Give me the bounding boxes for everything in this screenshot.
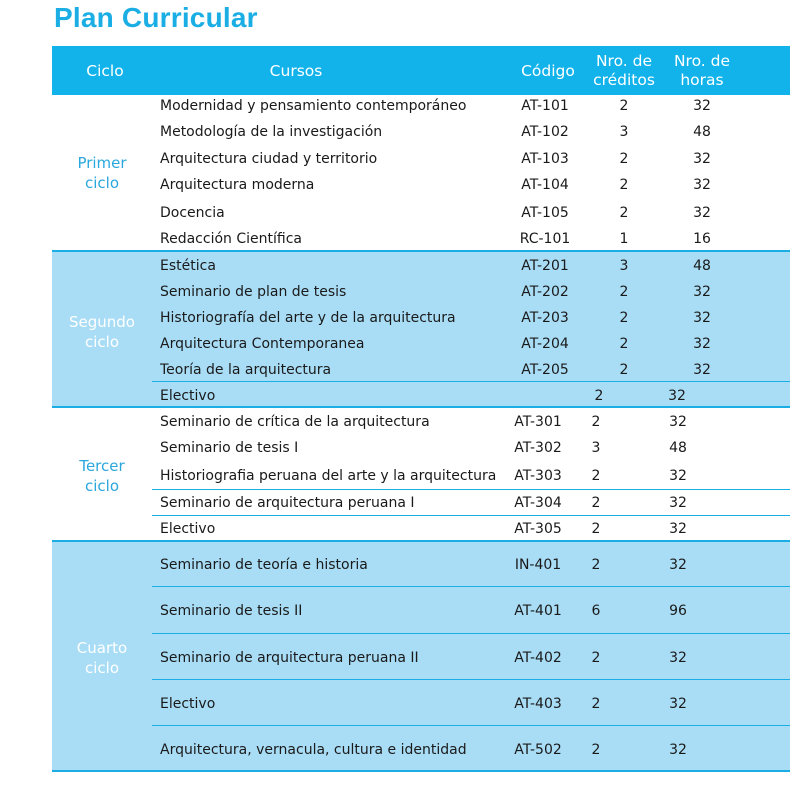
horas-cell: 32: [693, 310, 711, 326]
page-title: Plan Curricular: [54, 2, 258, 33]
horas-cell: 32: [693, 362, 711, 378]
horas-cell: 32: [669, 414, 687, 430]
codigo-cell: AT-303: [514, 468, 562, 484]
header-horas: [662, 52, 742, 90]
codigo-cell: AT-204: [521, 336, 569, 352]
creditos-cell: 2: [619, 336, 629, 352]
cycle-label-line2: ciclo: [84, 477, 119, 495]
section-divider: [52, 540, 790, 542]
creditos-cell: 2: [619, 98, 629, 114]
codigo-cell: AT-402: [514, 650, 562, 666]
codigo-cell: AT-105: [521, 205, 569, 221]
codigo-cell: AT-102: [521, 124, 569, 140]
horas-cell: 32: [669, 650, 687, 666]
curso-cell: Teoría de la arquitectura: [160, 362, 332, 378]
curso-cell: Metodología de la investigación: [160, 124, 383, 140]
horas-cell: 32: [693, 205, 711, 221]
creditos-cell: 1: [619, 231, 629, 247]
creditos-cell: 2: [591, 696, 601, 712]
codigo-cell: RC-101: [519, 231, 571, 247]
horas-cell: 32: [693, 177, 711, 193]
row-divider: [152, 586, 790, 587]
codigo-cell: AT-202: [521, 284, 569, 300]
header-horas-line1: Nro. de: [673, 52, 731, 70]
header-codigo: Código: [521, 62, 575, 80]
codigo-cell: AT-401: [514, 603, 562, 619]
table-bottom-rule: [52, 770, 790, 772]
horas-cell: 32: [693, 284, 711, 300]
creditos-cell: 2: [619, 205, 629, 221]
section-divider: [52, 406, 790, 408]
codigo-cell: AT-403: [514, 696, 562, 712]
cycle-label-line1: Tercer: [79, 457, 125, 475]
horas-cell: 96: [669, 603, 687, 619]
curso-cell: Electivo: [160, 388, 216, 404]
header-horas-line2: horas: [680, 71, 724, 89]
row-divider: [152, 381, 790, 382]
curso-cell: Estética: [160, 258, 216, 274]
curso-cell: Electivo: [160, 521, 216, 537]
horas-cell: 32: [693, 98, 711, 114]
curso-cell: Arquitectura ciudad y territorio: [160, 151, 378, 167]
row-divider: [152, 679, 790, 680]
creditos-cell: 2: [591, 650, 601, 666]
curso-cell: Arquitectura, vernacula, cultura e identidad: [160, 742, 467, 758]
cycle-label-tercer: [52, 456, 152, 496]
header-creditos-line2: créditos: [593, 71, 655, 89]
cycle-label-cuarto: [52, 638, 152, 678]
creditos-cell: 2: [591, 521, 601, 537]
cycle-label-line1: Primer: [77, 154, 127, 172]
cycle-label-line1: Segundo: [69, 313, 135, 331]
cycle-label-line2: ciclo: [84, 333, 119, 351]
horas-cell: 48: [669, 440, 687, 456]
creditos-cell: 3: [619, 124, 629, 140]
curso-cell: Seminario de crítica de la arquitectura: [160, 414, 430, 430]
curso-cell: Arquitectura moderna: [160, 177, 315, 193]
creditos-cell: 2: [619, 362, 629, 378]
cycle-label-line1: Cuarto: [76, 639, 128, 657]
header-creditos: [582, 52, 666, 90]
curso-cell: Seminario de tesis I: [160, 440, 299, 456]
creditos-cell: 2: [619, 284, 629, 300]
curso-cell: Seminario de plan de tesis: [160, 284, 347, 300]
creditos-cell: 6: [591, 603, 601, 619]
curso-cell: Electivo: [160, 696, 216, 712]
creditos-cell: 2: [591, 495, 601, 511]
creditos-cell: 2: [594, 388, 604, 404]
header-creditos-line1: Nro. de: [595, 52, 653, 70]
curso-cell: Arquitectura Contemporanea: [160, 336, 365, 352]
creditos-cell: 2: [591, 468, 601, 484]
horas-cell: 32: [669, 468, 687, 484]
row-divider: [152, 489, 790, 490]
row-divider: [152, 633, 790, 634]
creditos-cell: 2: [591, 414, 601, 430]
codigo-cell: AT-201: [521, 258, 569, 274]
codigo-cell: AT-203: [521, 310, 569, 326]
codigo-cell: IN-401: [514, 557, 562, 573]
horas-cell: 32: [668, 388, 686, 404]
codigo-cell: AT-304: [514, 495, 562, 511]
codigo-cell: AT-101: [521, 98, 569, 114]
creditos-cell: 2: [619, 151, 629, 167]
horas-cell: 32: [693, 336, 711, 352]
horas-cell: 32: [669, 495, 687, 511]
curso-cell: Seminario de arquitectura peruana I: [160, 495, 415, 511]
section-divider: [52, 250, 790, 252]
creditos-cell: 3: [591, 440, 601, 456]
creditos-cell: 2: [591, 742, 601, 758]
row-divider: [152, 515, 790, 516]
cycle-label-line2: ciclo: [84, 174, 119, 192]
codigo-cell: AT-302: [514, 440, 562, 456]
horas-cell: 32: [693, 151, 711, 167]
creditos-cell: 2: [591, 557, 601, 573]
curso-cell: Seminario de tesis II: [160, 603, 303, 619]
cycle-label-line2: ciclo: [84, 659, 119, 677]
row-divider: [152, 725, 790, 726]
cycle-label-segundo: [52, 312, 152, 352]
curso-cell: Seminario de teoría e historia: [160, 557, 368, 573]
horas-cell: 32: [669, 521, 687, 537]
horas-cell: 32: [669, 742, 687, 758]
horas-cell: 48: [693, 124, 711, 140]
horas-cell: 16: [693, 231, 711, 247]
header-ciclo: Ciclo: [86, 62, 124, 80]
curso-cell: Modernidad y pensamiento contemporáneo: [160, 98, 467, 114]
codigo-cell: AT-104: [521, 177, 569, 193]
curso-cell: Docencia: [160, 205, 225, 221]
horas-cell: 48: [693, 258, 711, 274]
codigo-cell: AT-502: [514, 742, 562, 758]
creditos-cell: 2: [619, 177, 629, 193]
curso-cell: Redacción Científica: [160, 231, 302, 247]
cycle-label-primer: [52, 153, 152, 193]
horas-cell: 32: [669, 696, 687, 712]
curso-cell: Historiografía del arte y de la arquitectura: [160, 310, 456, 326]
creditos-cell: 3: [619, 258, 629, 274]
codigo-cell: AT-305: [514, 521, 562, 537]
curso-cell: Historiografia peruana del arte y la arquitectura: [160, 468, 497, 484]
codigo-cell: AT-301: [514, 414, 562, 430]
codigo-cell: AT-205: [521, 362, 569, 378]
creditos-cell: 2: [619, 310, 629, 326]
codigo-cell: AT-103: [521, 151, 569, 167]
curso-cell: Seminario de arquitectura peruana II: [160, 650, 419, 666]
horas-cell: 32: [669, 557, 687, 573]
header-cursos: Cursos: [269, 62, 323, 80]
